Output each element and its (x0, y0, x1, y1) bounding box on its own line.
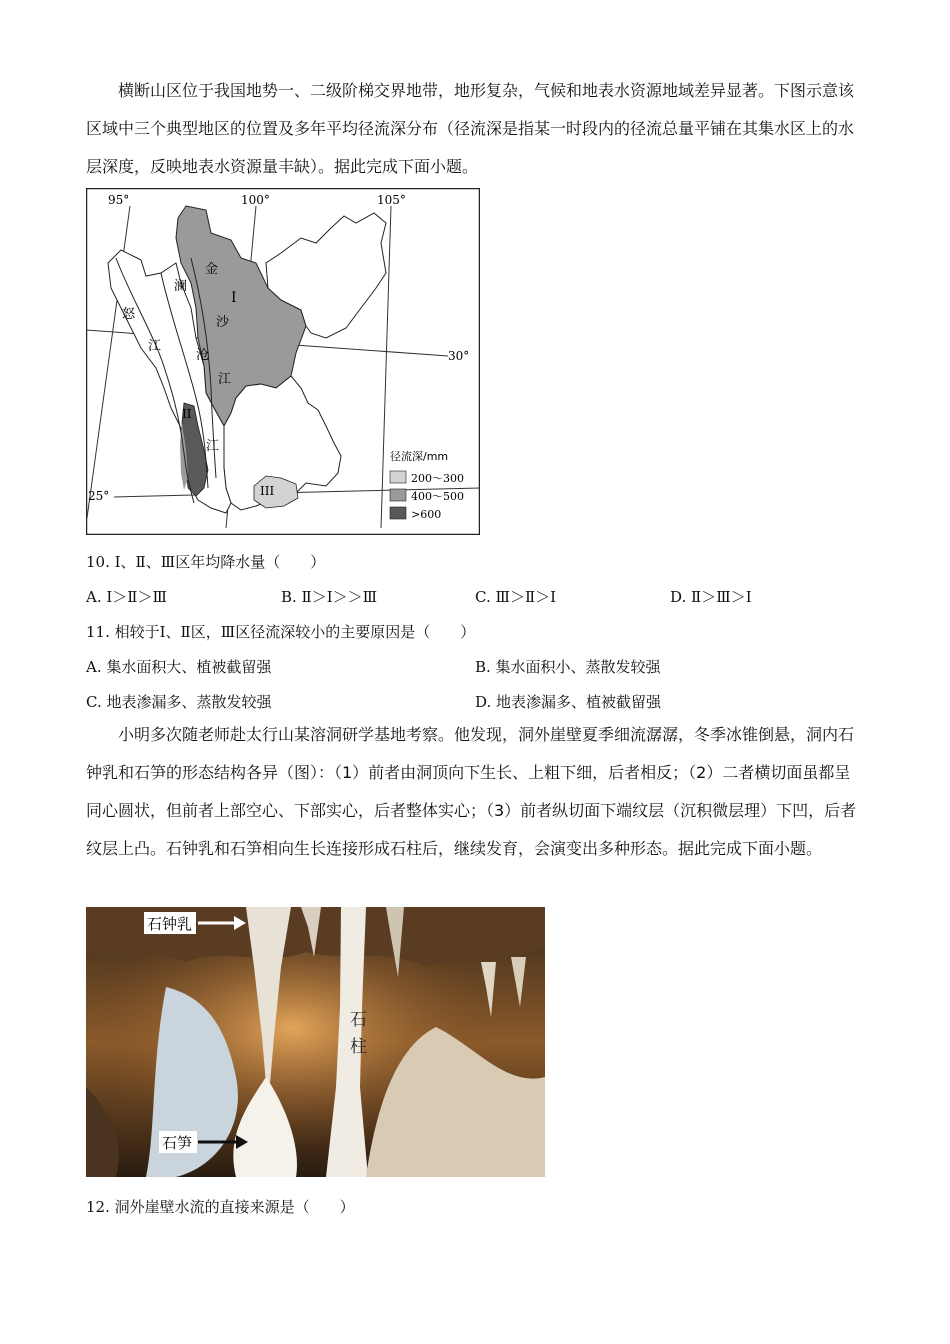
legend-label-600: >600 (411, 508, 442, 521)
nu-river-char-2: 江 (148, 339, 162, 354)
q11-option-d[interactable]: D. 地表渗漏多、植被截留强 (475, 693, 662, 711)
q11-option-b[interactable]: B. 集水面积小、蒸散发较强 (475, 658, 661, 676)
passage-2: 小明多次随老师赴太行山某溶洞研学基地考察。他发现，洞外崖壁夏季细流潺潺，冬季冰锥倒悬，洞内石钟乳和石笋的形态结构各异（图）：（1）前者由洞顶向下生长、上粗下细，后者相反；（2）二者横切面虽都呈同心圆状，但前者上部空心、下部实心，后者整体实心；（3）前者纵切面下端纹层（沉积微层理）下凹，后者纹层上凸。石钟乳和石笋相向生长连接形成石柱后，继续发育，会演变出多种形态。据此完成下面小题。 (86, 725, 857, 858)
q10-option-c[interactable]: C. Ⅲ＞Ⅱ＞Ⅰ (475, 588, 557, 606)
lancang-river-char-3: 江 (206, 439, 220, 454)
legend-label-400-500: 400～500 (411, 490, 464, 503)
jinsha-river-char-1: 金 (205, 262, 219, 277)
lancang-river-char-1: 澜 (174, 279, 188, 294)
column-label-char-2: 柱 (350, 1037, 367, 1057)
passage-1: 横断山区位于我国地势一、二级阶梯交界地带，地形复杂，气候和地表水资源地域差异显著。下图示意该区域中三个典型地区的位置及多年平均径流深分布（径流深是指某一时段内的径流总量平铺在其集水区上的水层深度，反映地表水资源量丰缺）。据此完成下面小题。 (86, 81, 855, 176)
jinsha-river-char-3: 江 (218, 372, 232, 387)
legend-title: 径流深/mm (390, 450, 449, 463)
lat-label-25: 25° (88, 489, 110, 503)
stalactite-label: 石钟乳 (147, 915, 193, 933)
legend-swatch-600 (390, 507, 406, 519)
lon-label-95: 95° (108, 193, 130, 207)
legend-swatch-400-500 (390, 489, 406, 501)
q12-stem: 12. 洞外崖壁水流的直接来源是（ ） (86, 1198, 355, 1216)
legend-label-200-300: 200～300 (411, 472, 464, 485)
q11-stem: 11. 相较于Ⅰ、Ⅱ区，Ⅲ区径流深较小的主要原因是（ ） (86, 623, 476, 641)
q11-option-c[interactable]: C. 地表渗漏多、蒸散发较强 (86, 693, 272, 711)
q10-option-b[interactable]: B. Ⅱ＞Ⅰ＞＞Ⅲ (281, 588, 378, 606)
column-label-char-1: 石 (350, 1010, 367, 1030)
region-ii-label: II (182, 407, 192, 421)
q10-option-d[interactable]: D. Ⅱ＞Ⅲ＞Ⅰ (670, 588, 752, 606)
legend-swatch-200-300 (390, 471, 406, 483)
region-iii-label: III (260, 484, 275, 498)
q10-stem: 10. Ⅰ、Ⅱ、Ⅲ区年均降水量（ ） (86, 553, 326, 571)
nu-river-char-1: 怒 (122, 307, 136, 322)
cave-photo (86, 907, 545, 1177)
stalagmite-label: 石笋 (162, 1134, 193, 1152)
lat-label-30: 30° (448, 349, 470, 363)
lon-label-105: 105° (377, 193, 406, 207)
region-i-label: I (231, 290, 237, 306)
lon-label-100: 100° (241, 193, 270, 207)
jinsha-river-char-2: 沙 (216, 315, 230, 330)
q10-option-a[interactable]: A. Ⅰ＞Ⅱ＞Ⅲ (86, 588, 167, 606)
runoff-depth-map (86, 188, 480, 535)
q11-option-a[interactable]: A. 集水面积大、植被截留强 (86, 658, 272, 676)
lancang-river-char-2: 沧 (196, 348, 210, 363)
